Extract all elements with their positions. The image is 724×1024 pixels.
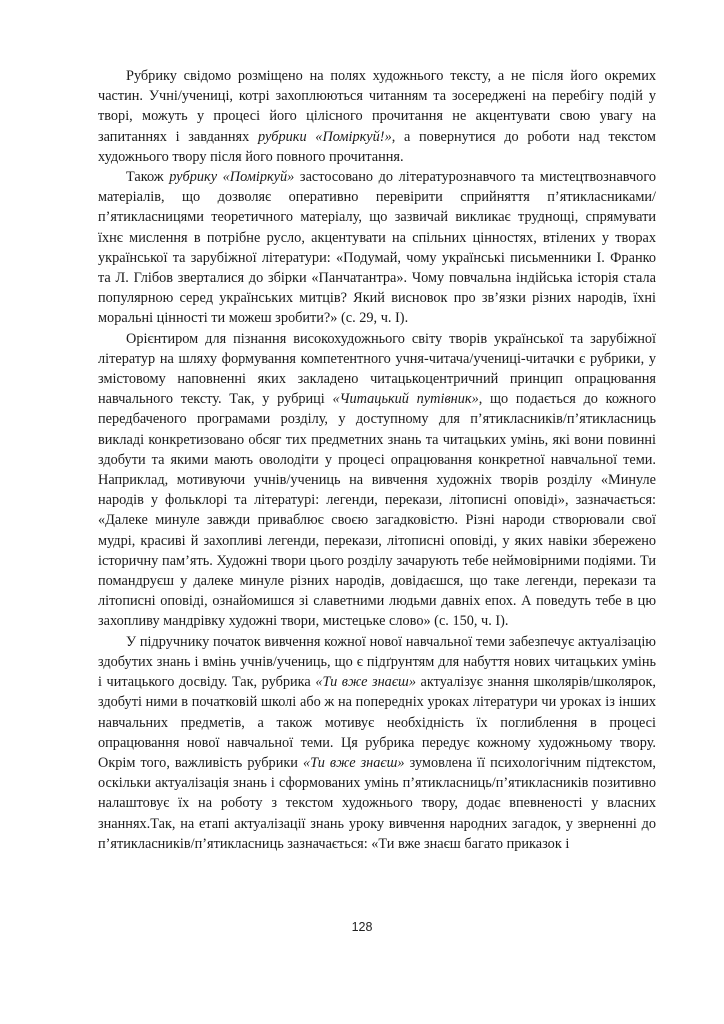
italic-run: «Ти вже знаєш» [302,754,405,771]
document-body [98,66,656,854]
text-run: У підручнику початок вивчення кожної нової навчальної теми забезпечує актуалізацію здобутих знань і вмінь учнів/учениць, що є підґрунтям для набуття нових читацьких умінь і читацького досвіду. Так, рубрика [98,633,656,691]
page-number: 128 [351,920,373,934]
text-run: застосовано до літературознавчого та мистецтвознавчого матеріалів, що дозволяє оперативно перевірити сприйняття п’ятикласниками/п’ятикласницями теоретичного матеріалу, що зазвичай викликає труднощі, спрямувати їхнє мислення в потрібне русло, акцентувати на спільних цінностях, втілених у творах української та зарубіжної літератури: «Подумай, чому українські письменники І. Франко та Л. Глібов зверталися до збірки «Панчатантра». Чому повчальна індійська історія стала популярною серед українських митців? Який висновок про зв’язки різних народів, їхні моральні цінності ти можеш зробити?» (с. 29, ч. І). [98,169,656,327]
italic-run: «Ти вже знаєш» [315,674,416,691]
paragraph [98,632,656,854]
text-run: Орієнтиром для пізнання високохудожнього світу творів української та зарубіжної літератур на шляху формування компетентного учня-читача/учениці-читачки є рубрики, у змістовому наповненні яких закладено читацькоцентричний принцип опрацювання навчального тексту. Так, у рубриці [98,330,656,408]
paragraph [98,66,656,167]
italic-run: «Читацький путівник» [332,391,479,408]
paragraph [98,167,656,329]
text-run: Також [126,169,170,186]
text-run: зумовлена її психологічним підтекстом, оскільки актуалізація знань і сформованих умінь п’ятикласниць/п’ятикласників позитивно налаштовує їх на роботу з текстом художнього твору, додає впевненості у власних знаннях.Так, на етапі актуалізації знань уроку вивчення народних загадок, у зверненні до п’ятикласників/п’ятикласниць зазначається: «Ти вже знаєш багато приказок і [98,754,657,852]
text-run: Рубрику свідомо розміщено на полях художнього тексту, а не після його окремих частин. Учні/учениці, котрі захоплюються читанням та зосереджені на перебігу подій у творі, можуть у процесі його цілісного прочитання не акцентувати свою увагу на запитаннях і завданнях [98,68,656,145]
text-run: , а повернутися до роботи над текстом художнього твору після його повного прочитання. [98,128,656,165]
italic-run: рубрику «Поміркуй» [169,169,295,186]
text-run: актуалізує знання школярів/школярок, здобуті ними в початковій школі або ж на попередніх уроках літератури чи уроках із інших навчальних предметів, а також мотивує необхідність їх поглиблення в процесі опрацювання нової навчальної теми. Ця рубрика передує кожному художньому твору. Окрім того, важливість рубрики [98,674,656,771]
text-run: , що подається до кожного передбаченого програмами розділу, у доступному для п’ятикласників/п’ятикласниць викладі конкретизовано обсяг тих предметних знань та читацьких умінь, які вони повинні здобути та якими мають оволодіти у процесі опрацювання конкретної навчальної теми. Наприклад, мотивуючи учнів/учениць на вивчення художніх творів розділу «Минуле народів у фольклорі та літературі: легенди, перекази, літописні оповіді», зазначається: «Далеке минуле завжди приваблює своєю загадковістю. Різні народи створювали свої мудрі, красиві й захопливі легенди, перекази, літописні оповіді, у яких навіки збережено історичну пам’ять. Художні твори цього розділу зачарують тебе неймовірними подіями. Ти помандруєш у далеке минуле різних народів, довідаєшся, що таке легенди, перекази та літописні оповіді, ознайомишся зі славетними людьми давніх епох. А поведуть тебе в цю захопливу мандрівку художні твори, мистецьке слово» (с. 150, ч. І). [98,391,656,630]
italic-run: рубрики «Поміркуй!» [257,128,392,145]
paragraph [98,329,656,632]
